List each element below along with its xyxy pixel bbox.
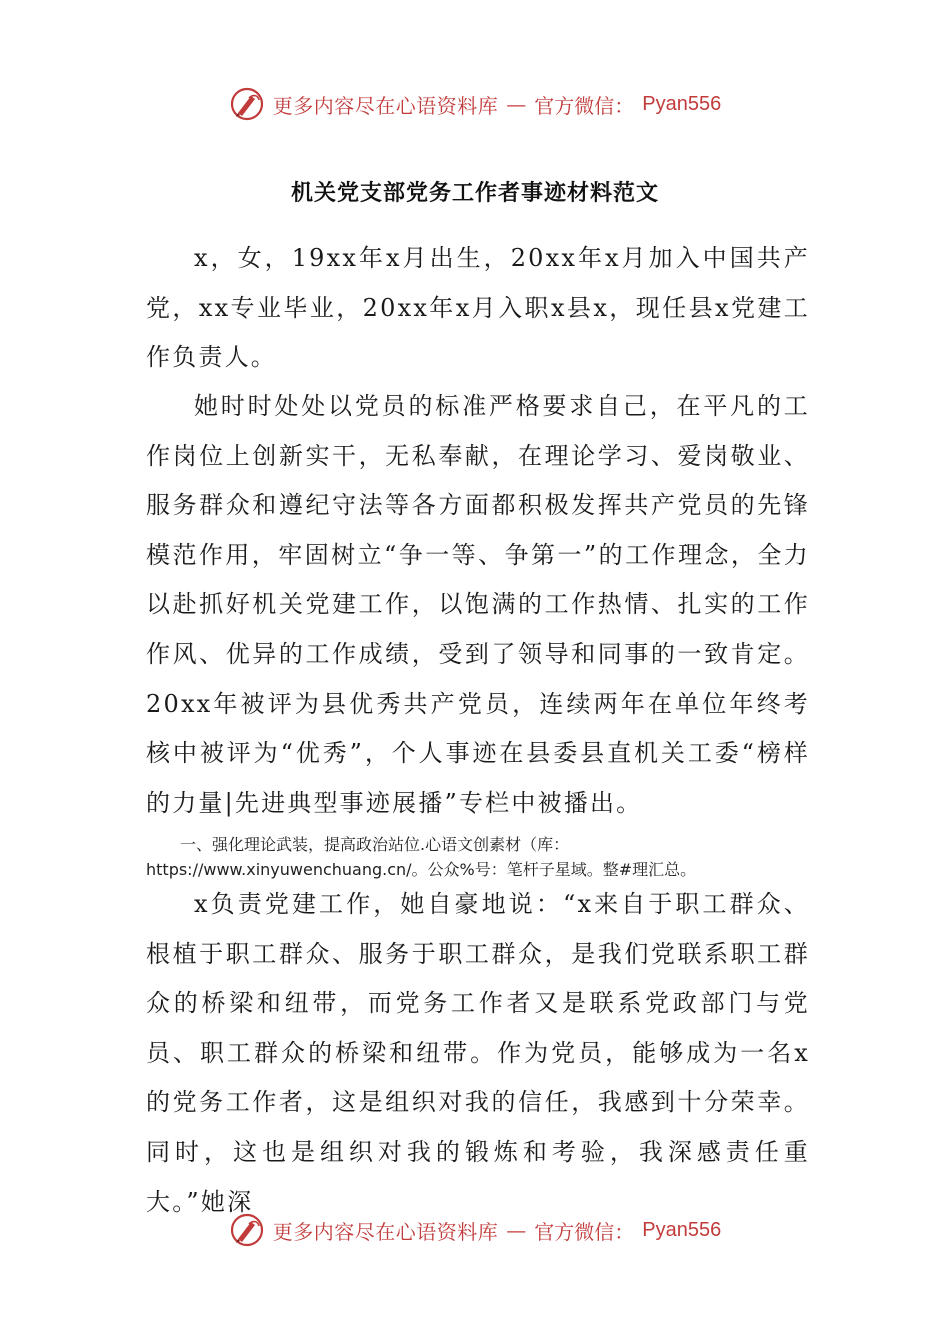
document-title: 机关党支部党务工作者事迹材料范文 (290, 180, 659, 206)
footer-watermark-banner (0, 1208, 950, 1252)
banner-wechat-label: 官方微信： (534, 1219, 635, 1244)
paragraph-achievements: 她时时处处以党员的标准严格要求自己，在平凡的工作岗位上创新实干，无私奉献，在理论学习、爱岗敬业、服务群众和遵纪守法等各方面都积极发挥共产党员的先锋模范作用，牢固树立“争一等、争第一”的工作理念，全力以赴抓好机关党建工作，以饱满的工作热情、扎实的工作作风、优异的工作成绩，受到了领导和同事的一致肯定。20xx年被评为县优秀共产党员，连续两年在单位年终考核中被评为“优秀”，个人事迹在县委县直机关工委“榜样的力量|先进典型事迹展播”专栏中被播出。 (146, 392, 810, 817)
banner-wechat-id: Pyan556 (642, 1218, 722, 1241)
banner-dash: — (506, 92, 527, 116)
banner-wechat-id: Pyan556 (642, 92, 722, 115)
source-note: 一、强化理论武装，提高政治站位.心语文创素材（库：https://www.xinyuwenchuang.cn/。公众%号：笔杆子星域。整#理汇总。 (146, 835, 697, 879)
banner-text: 更多内容尽在心语资料库 (272, 1219, 499, 1244)
pen-logo-icon (229, 1212, 265, 1248)
paragraph-quote: x负责党建工作，她自豪地说：“x来自于职工群众、根植于职工群众、服务于职工群众，是我们党联系职工群众的桥梁和纽带，而党务工作者又是联系党政部门与党员、职工群众的桥梁和纽带。作为党员，能够成为一名x的党务工作者，这是组织对我的信任，我感到十分荣幸。同时，这也是组织对我的锻炼和考验，我深感责任重大。”她深 (146, 890, 810, 1216)
paragraph-profile: x，女，19xx年x月出生，20xx年x月加入中国共产党，xx专业毕业，20xx年x月入职x县x，现任县x党建工作负责人。 (146, 244, 810, 372)
pen-logo-icon (229, 86, 265, 122)
banner-text: 更多内容尽在心语资料库 (272, 93, 499, 118)
banner-dash: — (506, 1218, 527, 1242)
banner-wechat-label: 官方微信： (534, 93, 635, 118)
header-watermark-banner (0, 82, 950, 126)
